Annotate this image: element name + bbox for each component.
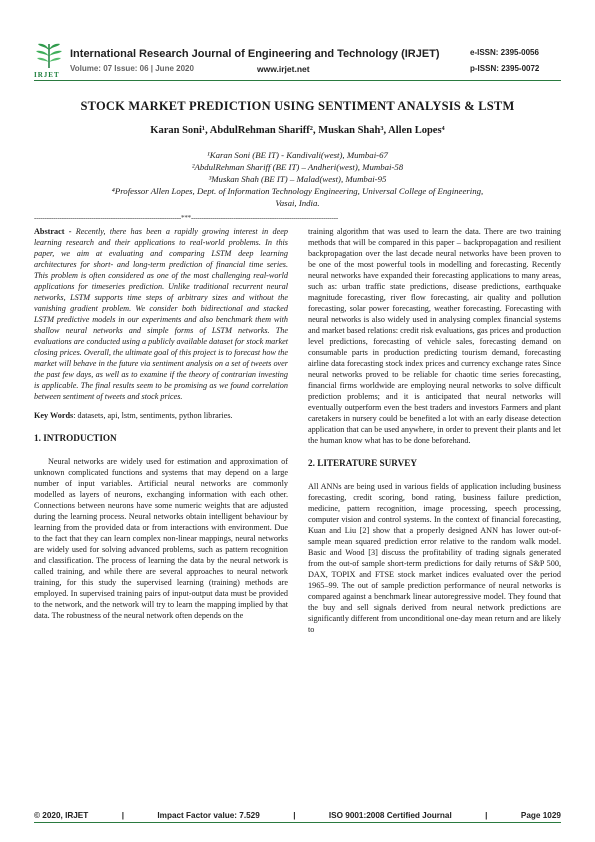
journal-title: International Research Journal of Engineering and Technology (IRJET) <box>70 48 440 60</box>
abstract-label: Abstract - <box>34 227 72 236</box>
footer-divider: | <box>121 811 124 820</box>
volume-issue: Volume: 07 Issue: 06 | June 2020 <box>70 64 194 73</box>
pissn: p-ISSN: 2395-0072 <box>470 64 540 73</box>
footer-divider: | <box>485 811 488 820</box>
footer-impact-factor: Impact Factor value: 7.529 <box>157 811 260 820</box>
journal-website: www.irjet.net <box>257 64 310 74</box>
section-separator: ---------------------------------------------------------------------***--------------------------------------------------------------------- <box>34 214 338 222</box>
footer-iso: ISO 9001:2008 Certified Journal <box>328 811 452 820</box>
author-list: Karan Soni¹, AbdulRehman Shariff², Muskan Shah³, Allen Lopes⁴ <box>150 125 445 136</box>
footer-copyright: © 2020, IRJET <box>34 811 89 820</box>
footer-rule <box>34 822 561 823</box>
affiliation-1: ¹Karan Soni (BE IT) - Kandivali(west), Mumbai-67 <box>207 150 388 160</box>
affiliation-3: ³Muskan Shah (BE IT) – Malad(west), Mumbai-95 <box>208 174 387 184</box>
affiliation-4: ⁴Professor Allen Lopes, Dept. of Information Technology Engineering, Universal College of Engineering, <box>111 186 484 196</box>
page-footer <box>34 811 561 820</box>
keywords-text: : datasets, api, lstm, sentiments, python libraries. <box>73 411 233 420</box>
keywords <box>34 410 288 421</box>
keywords-label: Key Words <box>34 411 74 420</box>
affiliation-4-cont: Vasai, India. <box>275 198 320 208</box>
section-heading-introduction: 1. INTRODUCTION <box>34 433 117 443</box>
paper-title: STOCK MARKET PREDICTION USING SENTIMENT ANALYSIS & LSTM <box>80 99 515 113</box>
irjet-logo-icon <box>34 40 64 70</box>
left-column <box>34 226 288 621</box>
introduction-text: Neural networks are widely used for estimation and approximation of unknown complicated functions and systems that may depend on a large number of input variables. Artificial neural networks are commonly modelled as layers of neurons, exchanging information with each other. Connections between neurons have some numeric weights that are adjusted during the learning process. Neural networks obtain intelligent behaviour by learning from the provided data or from interactions with environment. Due to the fact that they can learn complex non-linear mappings, neural networks are widely used for solving advanced problems, such as pattern recognition and classification. The process of learning the data by the neural network is called training, and while there are several approaches to neural network training, for this study the supervised learning (training) methods are employed. In supervised training pairs of input-output data must be provided to the network, and the network will try to learn the mapping implied by that data. The robustness of the neural network often depends on the <box>34 457 288 620</box>
footer-page-number: Page 1029 <box>520 811 561 820</box>
footer-divider: | <box>293 811 296 820</box>
introduction-continuation: training algorithm that was used to learn the data. There are two training methods that will be compared in this paper – backpropagation and resilient backpropagation over the last decade neural networks have been proven to be one of the most powerful tools in modelling and forecasting. Recently neural networks have expanded their forecasting applications to many areas, such as: urban traffic state predictions, disease predictions, earthquake magnitude forecasting, river flow forecasting, air quality and pollution forecasting, solar power forecasting, weather forecasting. Forecasting with neural networks is also widely used in analysing complex financial systems and market based relations: credit risk evaluations, gas prices and production level predictions, forecasting of vehicle sales, forecasting demand on consumable parts in production predicting tourism demand, forecasting airline data forecasting stock index prices and currency exchange rates Since neural networks proved to be reliable for chaotic time series forecasting, financial firms worldwide are employing neural networks to solve difficult prediction problems; and it is anticipated that neural networks will eventually outperform even the best traders and investors Farmers and plant caretakers in nursery could be benefited a lot with an early disease detection application that can be used anywhere, in order to prevent their plants and let the human know what has to be done beforehand. <box>308 227 561 445</box>
abstract-text: Recently, there has been a rapidly growing interest in deep learning research and their applications to real-world problems. In this paper, we aim at evaluating and comparing LSTM deep learning architectures for short- and long-term prediction of financial time series. This problem is often considered as one of the most challenging real-world applications for timeseries prediction. Unlike traditional recurrent neural networks, LSTM supports time steps of arbitrary sizes and without the vanishing gradient problem. We consider both bidirectional and stacked LSTM predictive models in our experiments and also benchmark them with shallow neural networks and simple forms of LSTM networks. The evaluations are conducted using a publicly available dataset for stock market closing prices. Overall, the ultimate goal of this project is to forecast how the market will behave in the future via sentiment analysis on a set of tweets over the past few days, as well as to examine if the theory of contrarian investing is applicable. The final results seem to be promising as we found correlation between sentiment of tweets and stock prices. <box>34 227 288 401</box>
right-column <box>308 226 561 635</box>
header-rule <box>34 80 561 81</box>
affiliation-2: ²AbdulRehman Shariff (BE IT) – Andheri(west), Mumbai-58 <box>191 162 404 172</box>
journal-header <box>0 0 595 90</box>
section-heading-literature-survey: 2. LITERATURE SURVEY <box>308 458 418 468</box>
eissn: e-ISSN: 2395-0056 <box>470 48 539 57</box>
abstract <box>34 226 288 402</box>
logo-text: IRJET <box>34 71 60 79</box>
literature-survey-text: All ANNs are being used in various fields of application including business forecasting, credit scoring, bond rating, business failure prediction, medicine, pattern recognition, image processing, speech processing, computer vision and control systems. In the context of financial forecasting, Kuan and Liu [2] show that a properly designed ANN has lower out-of-sample mean squared prediction error relative to the random walk model. Basic and Wood [3] discuss the profitability of trading signals generated from the out-of sample short-term predictions for daily returns of S&P 500, DAX, TOPIX and FTSE stock market indices evaluated over the period 1965–99. The out of sample prediction performance of neural networks is compared against a benchmark linear autoregressive model. They found that the buy and sell signals derived from neural network predictions are significantly different from unconditional one-day mean return and are likely to <box>308 482 561 634</box>
